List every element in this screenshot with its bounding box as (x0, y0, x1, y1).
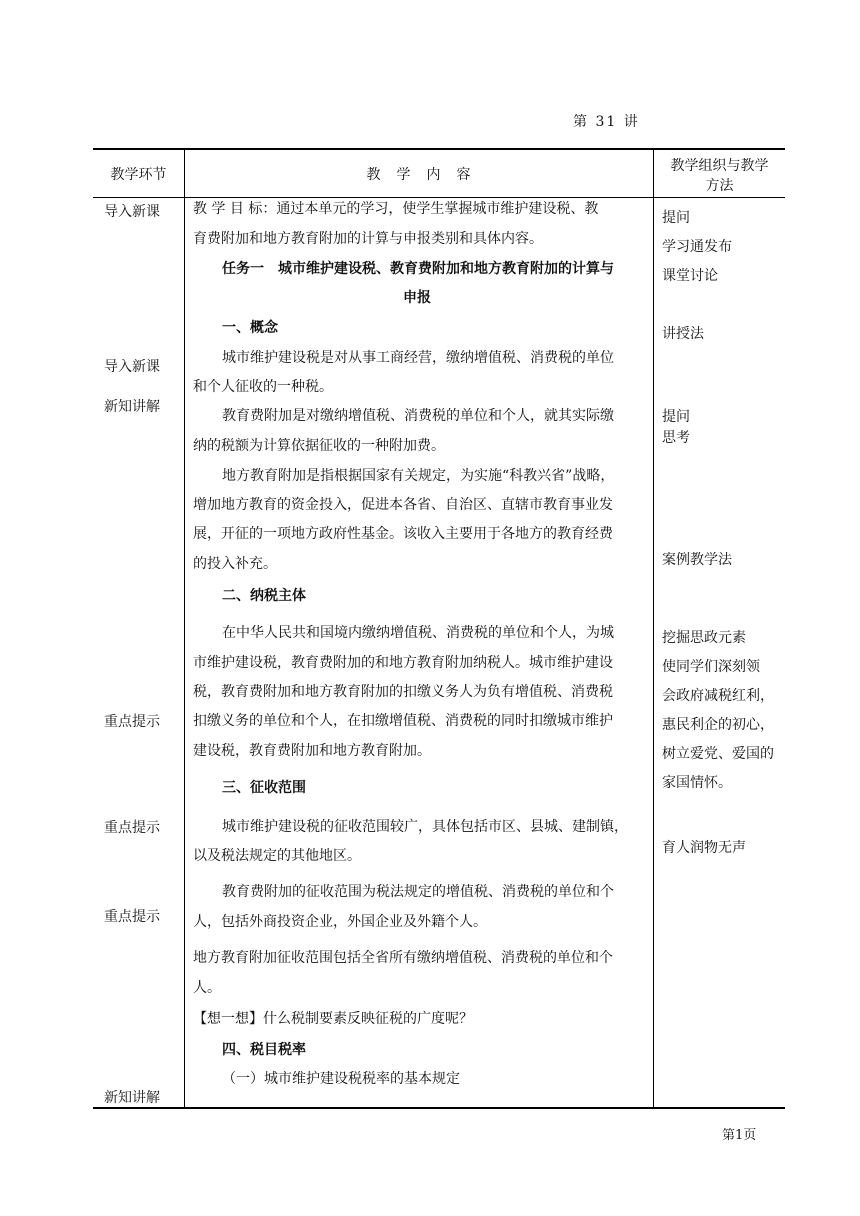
section-heading: 四、税目税率 (222, 1042, 306, 1058)
ideology-line: 会政府减税红利， (662, 688, 774, 704)
task-title: 申报 (403, 290, 431, 306)
stage-label: 新知讲解 (104, 399, 160, 415)
lecture-number: 第 31 讲 (573, 114, 640, 130)
think-prompt: 【想一想】什么税制要素反映征税的广度呢？ (193, 1011, 473, 1027)
method-item: 课堂讨论 (662, 268, 718, 284)
header-method-line2: 方法 (705, 178, 734, 194)
paragraph-line: 教育费附加是对缴纳增值税、消费税的单位和个人，就其实际缴 (222, 408, 614, 424)
header-method-line1: 教学组织与教学 (670, 158, 769, 174)
stage-label: 新知讲解 (104, 1090, 160, 1106)
paragraph-line: 增加地方教育的资金投入，促进本各省、自治区、直辖市教育事业发 (193, 497, 613, 513)
paragraph-line: 在中华人民共和国境内缴纳增值税、消费税的单位和个人，为城 (222, 625, 614, 641)
paragraph-line: 税，教育费附加和地方教育附加的扣缴义务人为负有增值税、消费税 (193, 684, 613, 700)
ideology-line: 树立爱党、爱国的 (662, 746, 774, 762)
table-top-border (93, 148, 785, 150)
paragraph-line: 人。 (193, 980, 221, 996)
method-item: 提问 (662, 210, 690, 226)
method-item: 案例教学法 (662, 552, 732, 568)
method-item: 提问 (662, 409, 690, 425)
section-heading: 二、纳税主体 (222, 588, 306, 604)
paragraph-line: 教育费附加的征收范围为税法规定的增值税、消费税的单位和个 (222, 884, 614, 900)
section-heading: 三、征收范围 (222, 780, 306, 796)
paragraph-line: 展，开征的一项地方政府性基金。该收入主要用于各地方的教育经费 (193, 526, 613, 542)
stage-label: 导入新课 (104, 204, 160, 220)
method-item: 学习通发布 (662, 239, 732, 255)
paragraph-line: 人，包括外商投资企业，外国企业及外籍个人。 (193, 914, 487, 930)
page-number: 第1页 (722, 1128, 757, 1143)
task-title: 任务一 城市维护建设税、教育费附加和地方教育附加的计算与 (222, 261, 614, 277)
paragraph-line: 以及税法规定的其他地区。 (193, 848, 361, 864)
column-divider-2 (653, 149, 654, 1108)
paragraph-line: 市维护建设税，教育费附加的和地方教育附加纳税人。城市维护建设 (193, 655, 613, 671)
ideology-line: 家国情怀。 (662, 775, 732, 791)
method-item: 思考 (662, 430, 690, 446)
stage-label: 重点提示 (104, 714, 160, 730)
ideology-line: 挖掘思政元素 (662, 630, 746, 646)
method-item: 讲授法 (662, 326, 704, 342)
section-heading: 一、概念 (222, 320, 278, 336)
paragraph-line: 地方教育附加征收范围包括全省所有缴纳增值税、消费税的单位和个 (193, 950, 613, 966)
header-teaching-content: 教 学 内 容 (366, 167, 472, 183)
ideology-line: 惠民利企的初心， (662, 717, 774, 733)
subsection-heading: （一）城市维护建设税税率的基本规定 (222, 1071, 460, 1087)
paragraph-line: 和个人征收的一种税。 (193, 379, 333, 395)
paragraph-line: 扣缴义务的单位和个人，在扣缴增值税、消费税的同时扣缴城市维护 (193, 713, 613, 729)
method-item: 育人润物无声 (662, 840, 746, 856)
paragraph-line: 的投入补充。 (193, 556, 277, 572)
paragraph-line: 纳的税额为计算依据征收的一种附加费。 (193, 438, 445, 454)
goal-text: 育费附加和地方教育附加的计算与申报类别和具体内容。 (193, 231, 543, 247)
paragraph-line: 建设税，教育费附加和地方教育附加。 (193, 743, 431, 759)
table-bottom-border (93, 1107, 785, 1109)
ideology-line: 使同学们深刻领 (662, 659, 760, 675)
stage-label: 重点提示 (104, 820, 160, 836)
header-teaching-stage: 教学环节 (110, 167, 167, 183)
column-divider-1 (184, 149, 185, 1108)
paragraph-line: 地方教育附加是指根据国家有关规定，为实施“科教兴省”战略， (222, 468, 615, 484)
stage-label: 重点提示 (104, 909, 160, 925)
paragraph-line: 城市维护建设税的征收范围较广，具体包括市区、县城、建制镇， (222, 819, 628, 835)
goal-text: 教 学 目 标：通过本单元的学习，使学生掌握城市维护建设税、教 (193, 201, 599, 217)
stage-label: 导入新课 (104, 359, 160, 375)
paragraph-line: 城市维护建设税是对从事工商经营，缴纳增值税、消费税的单位 (222, 350, 614, 366)
